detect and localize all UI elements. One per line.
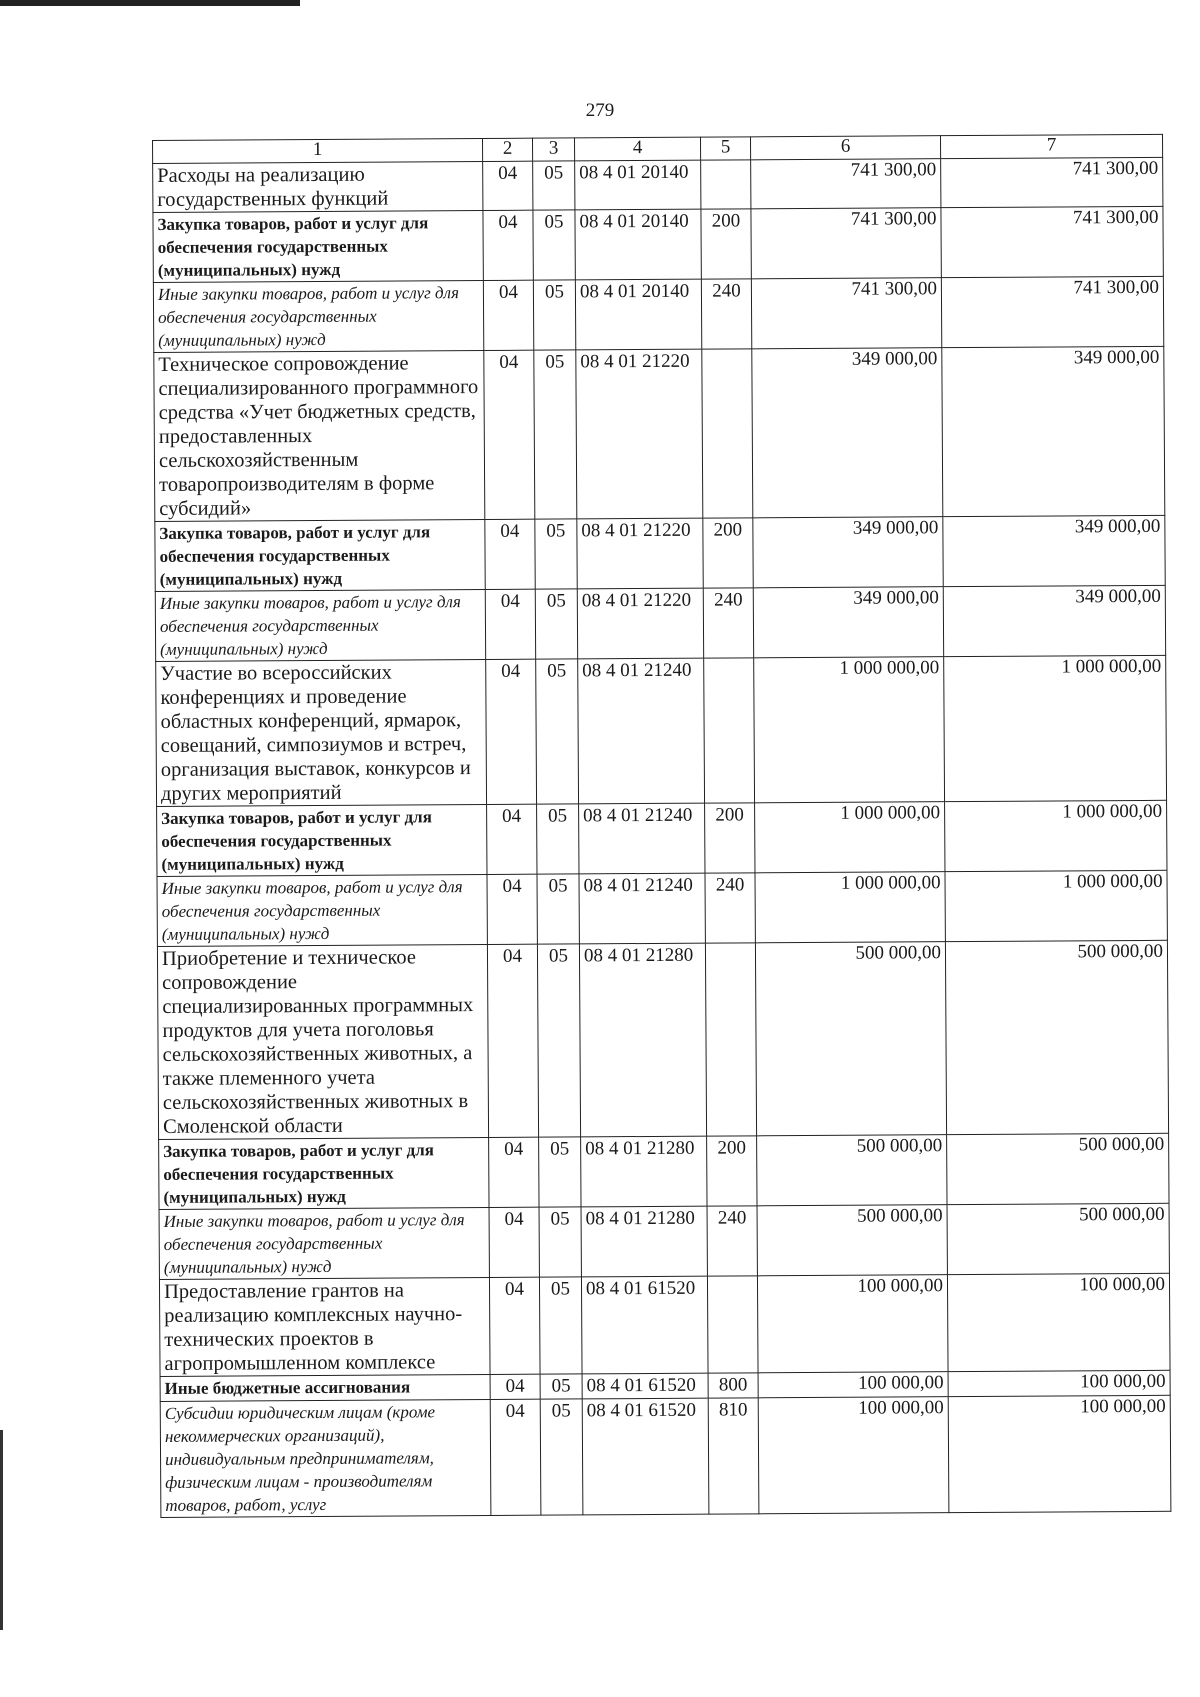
row-name: Иные закупки товаров, работ и услуг для обеспечения государственных (муниципальных) нужд — [157, 874, 487, 946]
row-section: 05 — [534, 350, 577, 519]
row-vr — [704, 658, 755, 803]
row-name: Субсидии юридическим лицам (кроме некоммерческих организаций), индивидуальным предпринимателям, физическим лицам - производителям товаров, работ, услуг — [160, 1399, 491, 1517]
table-row — [159, 1133, 1169, 1209]
header-col-6: 6 — [750, 136, 940, 160]
table-row — [156, 655, 1167, 806]
row-section: 05 — [535, 589, 577, 659]
header-col-2: 2 — [482, 138, 532, 161]
row-csr: 08 4 01 21280 — [581, 1136, 707, 1207]
row-section: 05 — [533, 210, 575, 280]
row-sum-2: 741 300,00 — [941, 206, 1163, 277]
row-name: Иные бюджетные ассигнования — [160, 1374, 490, 1401]
row-csr: 08 4 01 21220 — [577, 518, 703, 589]
row-sum-1: 500 000,00 — [755, 942, 946, 1136]
row-ministry: 04 — [484, 350, 535, 519]
row-vr — [707, 1276, 758, 1373]
row-name: Закупка товаров, работ и услуг для обеспечения государственных (муниципальных) нужд — [159, 1137, 489, 1209]
row-csr: 08 4 01 61520 — [581, 1276, 708, 1374]
table-row — [159, 1273, 1170, 1376]
row-ministry: 04 — [485, 519, 535, 589]
row-csr: 08 4 01 21280 — [581, 1206, 707, 1277]
row-sum-1: 741 300,00 — [751, 208, 941, 279]
row-sum-1: 100 000,00 — [758, 1372, 948, 1398]
row-ministry: 04 — [485, 589, 535, 659]
row-sum-2: 500 000,00 — [947, 1133, 1169, 1204]
row-sum-1: 349 000,00 — [753, 517, 943, 588]
row-vr: 200 — [705, 803, 755, 873]
row-csr: 08 4 01 21240 — [579, 873, 705, 944]
table-row — [154, 346, 1165, 521]
row-vr: 800 — [708, 1373, 758, 1398]
budget-table — [152, 134, 1171, 1518]
page-number: 279 — [585, 100, 615, 121]
table-row — [155, 585, 1165, 661]
row-section: 05 — [533, 280, 575, 350]
row-vr: 200 — [701, 209, 751, 279]
row-sum-1: 1 000 000,00 — [755, 872, 945, 943]
row-name: Приобретение и техническое сопровождение специализированных программных продуктов для учета поголовья сельскохозяйственных животных, а также племенного учета сельскохозяйственных животных в Смоленской области — [157, 944, 488, 1139]
row-sum-2: 500 000,00 — [947, 1203, 1169, 1274]
row-ministry: 04 — [487, 804, 537, 874]
row-section: 05 — [537, 944, 580, 1137]
row-vr: 810 — [708, 1398, 759, 1514]
row-section: 05 — [539, 1137, 581, 1207]
row-ministry: 04 — [483, 280, 533, 350]
row-vr: 240 — [705, 873, 755, 943]
row-ministry: 04 — [483, 210, 533, 280]
row-ministry: 04 — [489, 1137, 539, 1207]
table-row — [159, 1203, 1169, 1279]
row-vr — [702, 349, 753, 518]
row-ministry: 04 — [489, 1277, 540, 1374]
row-csr: 08 4 01 61520 — [582, 1373, 708, 1399]
row-sum-1: 100 000,00 — [758, 1397, 949, 1514]
row-vr — [701, 160, 751, 209]
row-ministry: 04 — [487, 874, 537, 944]
row-csr: 08 4 01 21220 — [576, 349, 703, 519]
row-ministry: 04 — [490, 1399, 541, 1515]
row-sum-2: 741 300,00 — [941, 276, 1163, 347]
row-section: 05 — [539, 1207, 581, 1277]
header-col-1: 1 — [153, 138, 483, 163]
row-sum-1: 349 000,00 — [752, 348, 943, 518]
row-sum-2: 1 000 000,00 — [945, 870, 1167, 941]
row-ministry: 04 — [490, 1374, 540, 1399]
row-ministry: 04 — [489, 1207, 539, 1277]
scan-edge-left — [0, 1430, 3, 1630]
row-section: 05 — [539, 1277, 582, 1374]
row-sum-2: 500 000,00 — [945, 940, 1168, 1134]
row-sum-1: 500 000,00 — [757, 1205, 947, 1276]
row-csr: 08 4 01 20140 — [575, 279, 701, 350]
row-name: Участие во всероссийских конференциях и проведение областных конференций, ярмарок, совещаний, симпозиумов и встреч, организация выставок, конкурсов и других мероприятий — [156, 659, 487, 806]
table-row — [153, 276, 1163, 352]
row-csr: 08 4 01 21220 — [577, 588, 703, 659]
row-ministry: 04 — [483, 161, 533, 210]
row-sum-2: 349 000,00 — [942, 346, 1165, 516]
scan-edge-top — [0, 0, 300, 6]
row-section: 05 — [535, 519, 577, 589]
row-vr: 240 — [701, 279, 751, 349]
row-csr: 08 4 01 21280 — [579, 943, 706, 1137]
header-col-5: 5 — [700, 137, 750, 160]
table-row — [160, 1395, 1171, 1517]
table-row — [153, 206, 1163, 282]
row-sum-2: 100 000,00 — [947, 1273, 1170, 1371]
row-section: 05 — [533, 161, 575, 210]
row-ministry: 04 — [486, 659, 537, 804]
row-sum-1: 741 300,00 — [751, 159, 941, 209]
row-vr: 200 — [703, 518, 753, 588]
row-name: Закупка товаров, работ и услуг для обеспечения государственных (муниципальных) нужд — [157, 804, 487, 876]
row-sum-2: 1 000 000,00 — [945, 800, 1167, 871]
table-row — [157, 870, 1167, 946]
row-vr: 200 — [707, 1136, 757, 1206]
row-sum-2: 349 000,00 — [943, 515, 1165, 586]
row-name: Иные закупки товаров, работ и услуг для обеспечения государственных (муниципальных) нужд — [153, 280, 483, 352]
table-row — [157, 940, 1168, 1139]
header-col-3: 3 — [532, 138, 574, 161]
row-ministry: 04 — [487, 944, 538, 1137]
row-csr: 08 4 01 61520 — [582, 1398, 709, 1515]
row-sum-1: 100 000,00 — [757, 1275, 948, 1373]
table-row — [157, 800, 1167, 876]
row-name: Иные закупки товаров, работ и услуг для обеспечения государственных (муниципальных) нужд — [159, 1207, 489, 1279]
row-sum-1: 500 000,00 — [757, 1135, 947, 1206]
row-sum-1: 741 300,00 — [751, 278, 941, 349]
row-csr: 08 4 01 21240 — [579, 803, 705, 874]
row-sum-2: 1 000 000,00 — [944, 655, 1167, 801]
row-name: Закупка товаров, работ и услуг для обеспечения государственных (муниципальных) нужд — [153, 210, 483, 282]
row-vr — [705, 943, 756, 1136]
row-vr: 240 — [707, 1206, 757, 1276]
row-sum-2: 349 000,00 — [943, 585, 1165, 656]
row-section: 05 — [540, 1374, 582, 1399]
row-section: 05 — [540, 1399, 583, 1515]
row-name: Расходы на реализацию государственных функций — [153, 161, 483, 212]
row-csr: 08 4 01 21240 — [578, 658, 705, 804]
row-sum-2: 100 000,00 — [948, 1395, 1171, 1512]
header-col-7: 7 — [940, 134, 1162, 158]
row-csr: 08 4 01 20140 — [575, 160, 701, 210]
row-sum-1: 1 000 000,00 — [755, 802, 945, 873]
row-name: Предоставление грантов на реализацию комплексных научно-технических проектов в агропромышленном комплексе — [159, 1277, 490, 1376]
row-vr: 240 — [703, 588, 753, 658]
row-sum-1: 1 000 000,00 — [754, 657, 945, 803]
row-sum-1: 349 000,00 — [753, 587, 943, 658]
row-sum-2: 741 300,00 — [941, 157, 1163, 207]
header-col-4: 4 — [574, 137, 700, 161]
row-name: Закупка товаров, работ и услуг для обеспечения государственных (муниципальных) нужд — [155, 519, 485, 591]
row-section: 05 — [537, 804, 579, 874]
row-sum-2: 100 000,00 — [948, 1370, 1170, 1396]
row-section: 05 — [536, 659, 579, 804]
row-csr: 08 4 01 20140 — [575, 209, 701, 280]
table-row — [153, 157, 1163, 212]
row-name: Техническое сопровождение специализированного программного средства «Учет бюджетных средств, предоставленных сельскохозяйственным товаропроизводителям в форме субсидий» — [154, 350, 485, 521]
row-name: Иные закупки товаров, работ и услуг для обеспечения государственных (муниципальных) нужд — [155, 589, 485, 661]
row-section: 05 — [537, 874, 579, 944]
table-row — [155, 515, 1165, 591]
